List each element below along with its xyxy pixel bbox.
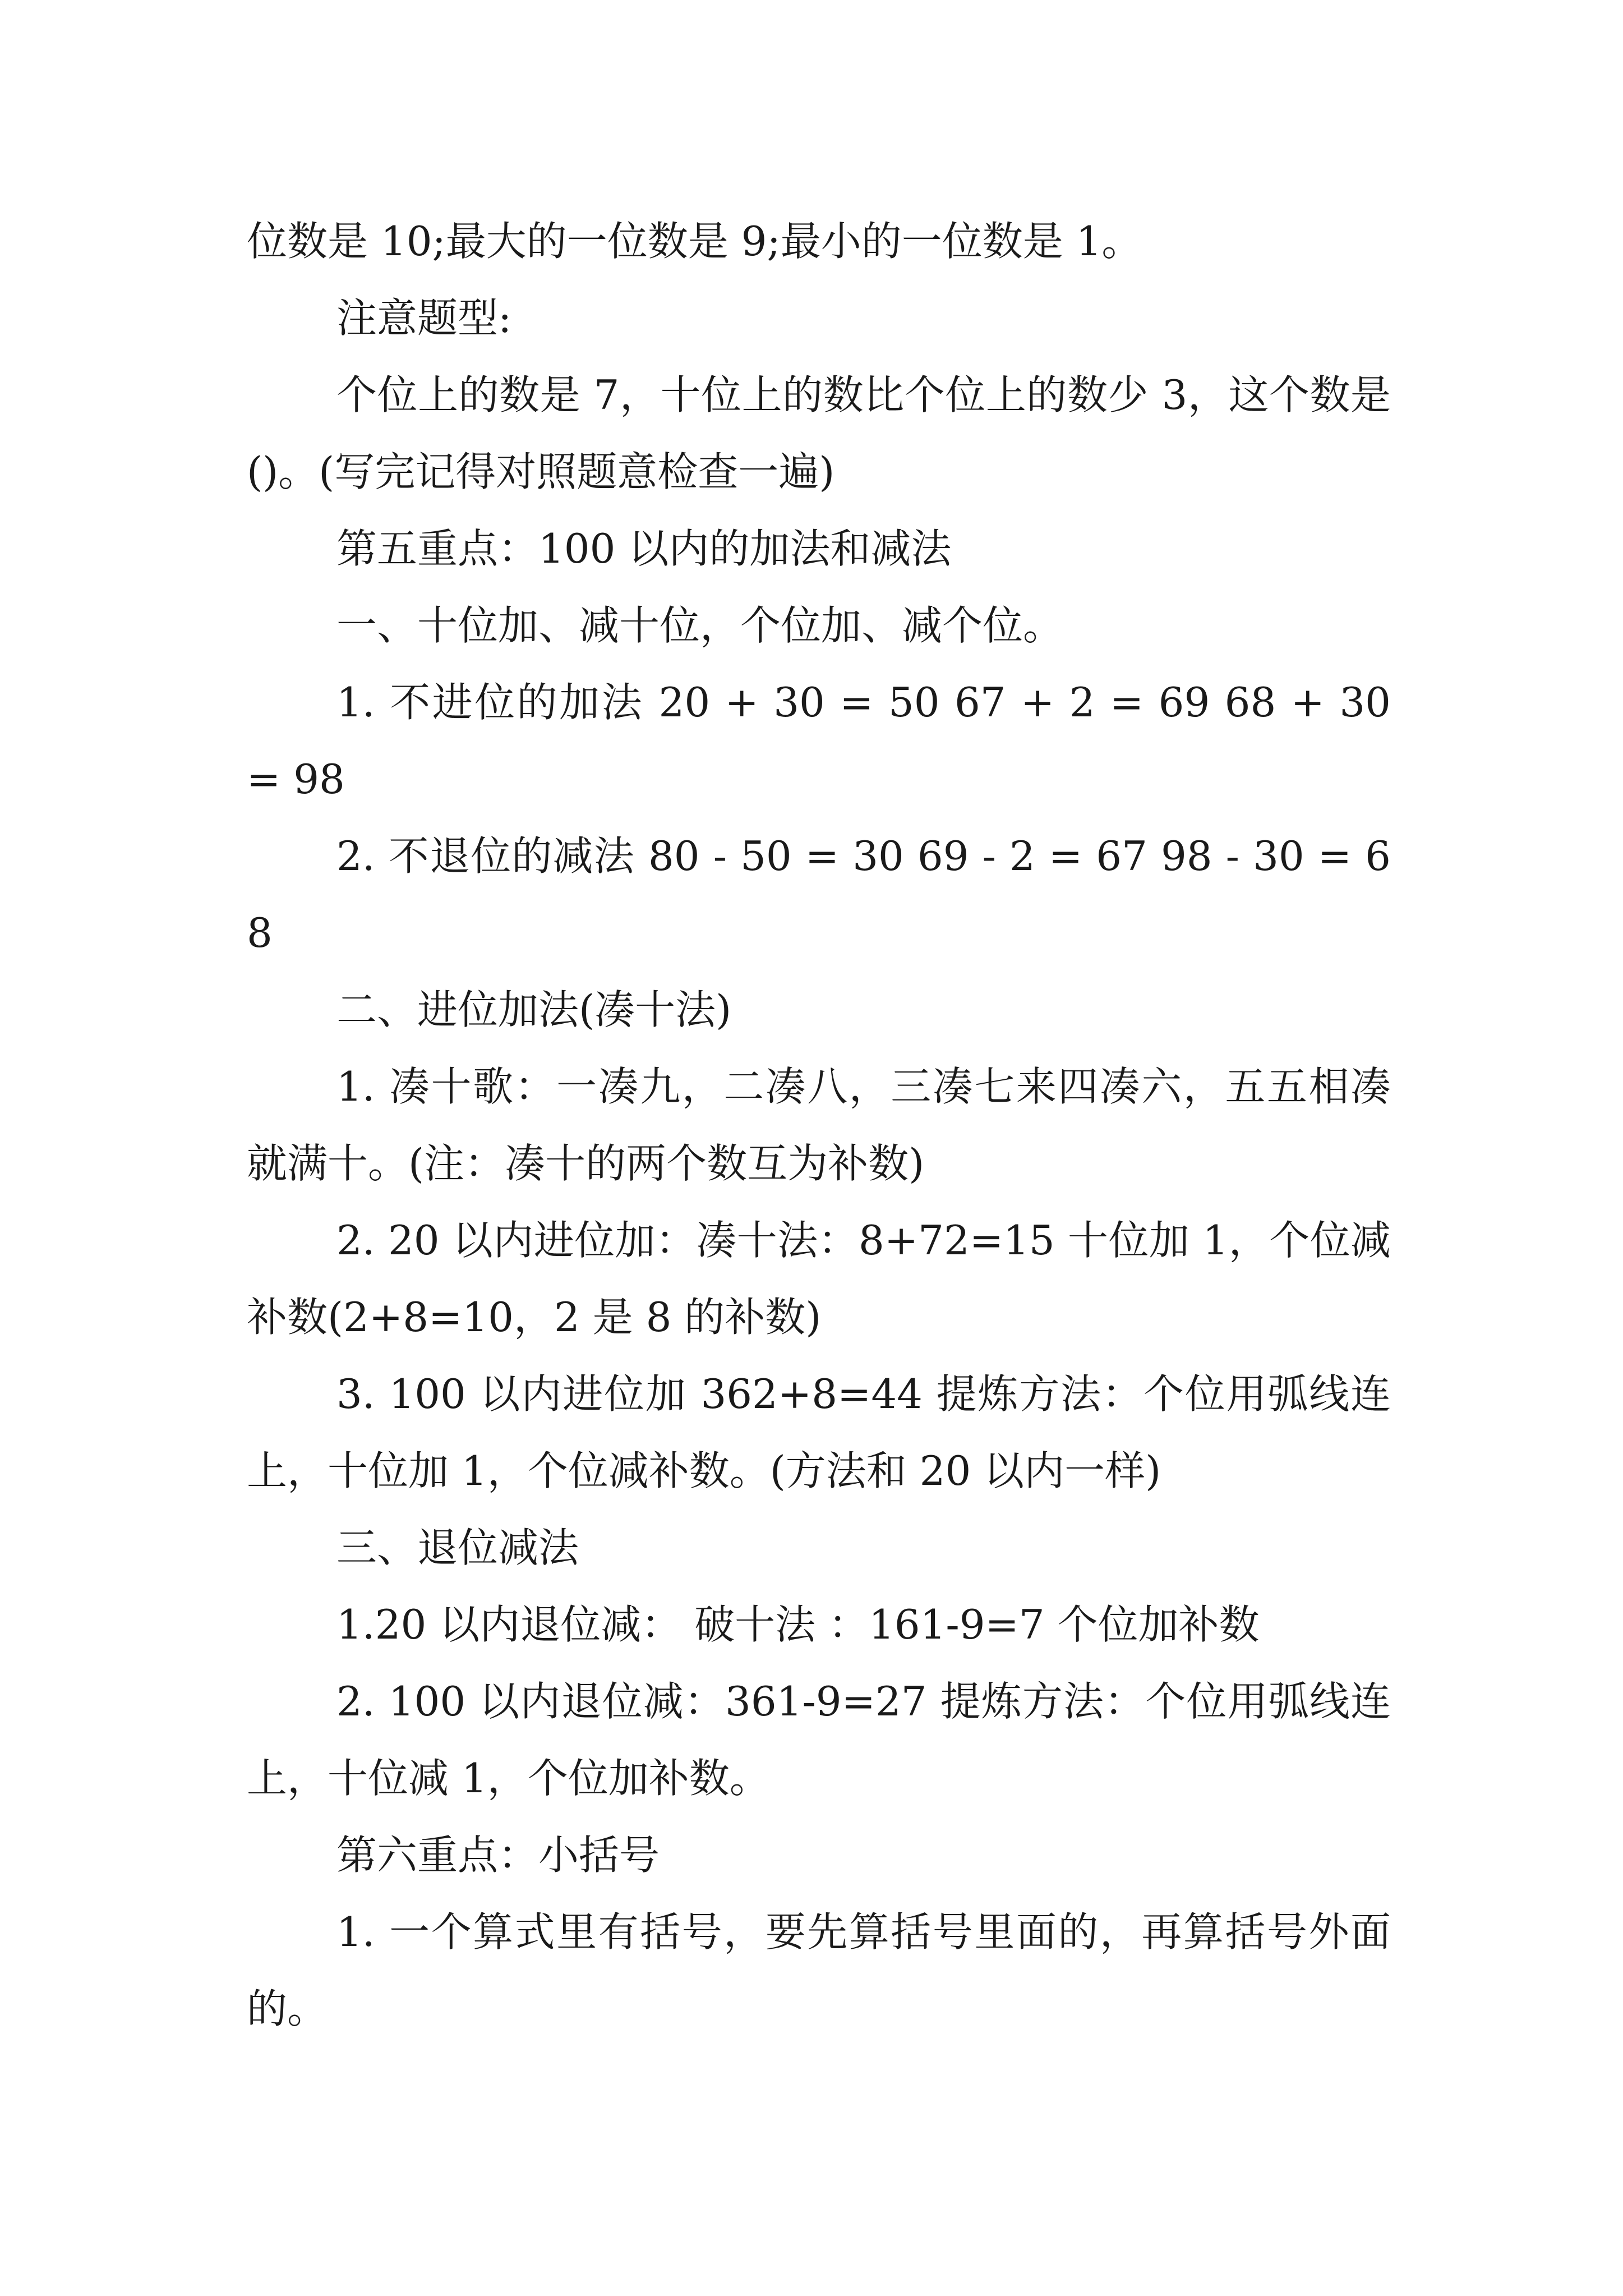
item-carry-within-20: 2. 20 以内进位加：凑十法：8+72=15 十位加 1，个位减补数(2+8=10，2 是 8 的补数) <box>247 1217 1391 1341</box>
subheading-tens-ones: 一、十位加、减十位，个位加、减个位。 <box>336 602 1064 649</box>
item-make-ten-song: 1. 凑十歌：一凑九，二凑八，三凑七来四凑六，五五相凑就满十。(注：凑十的两个数互为补数) <box>247 1063 1391 1187</box>
document-body <box>247 203 1391 2047</box>
item-borrow-within-100: 2. 100 以内退位减：361-9=27 提炼方法：个位用弧线连上，十位减 1，个位加补数。 <box>247 1678 1391 1802</box>
item-carry-within-100: 3. 100 以内进位加 362+8=44 提炼方法：个位用弧线连上，十位加 1，个位减补数。(方法和 20 以内一样) <box>247 1370 1391 1494</box>
item-addition-no-carry: 1. 不进位的加法 20 + 30 = 50 67 + 2 = 69 68 + 30 = 98 <box>247 679 1391 803</box>
item-subtraction-no-borrow: 2. 不退位的减法 80 - 50 = 30 69 - 2 = 67 98 - 30 = 68 <box>247 832 1391 956</box>
item-borrow-within-20: 1.20 以内退位减： 破十法 ：161-9=7 个位加补数 <box>336 1601 1260 1648</box>
paragraph-question-type-heading: 注意题型: <box>336 295 512 342</box>
subheading-borrow-subtraction: 三、退位减法 <box>336 1524 579 1571</box>
paragraph-question-example: 个位上的数是 7，十位上的数比个位上的数少 3，这个数是()。(写完记得对照题意检查一遍) <box>247 371 1391 495</box>
section-heading-sixth-point: 第六重点：小括号 <box>336 1832 660 1879</box>
paragraph-digit-facts: 位数是 10;最大的一位数是 9;最小的一位数是 1。 <box>247 218 1142 265</box>
section-heading-fifth-point: 第五重点：100 以内的加法和减法 <box>336 525 952 572</box>
item-parentheses-rule: 1. 一个算式里有括号，要先算括号里面的，再算括号外面的。 <box>247 1908 1391 2032</box>
subheading-carry-addition: 二、进位加法(凑十法) <box>336 986 732 1033</box>
